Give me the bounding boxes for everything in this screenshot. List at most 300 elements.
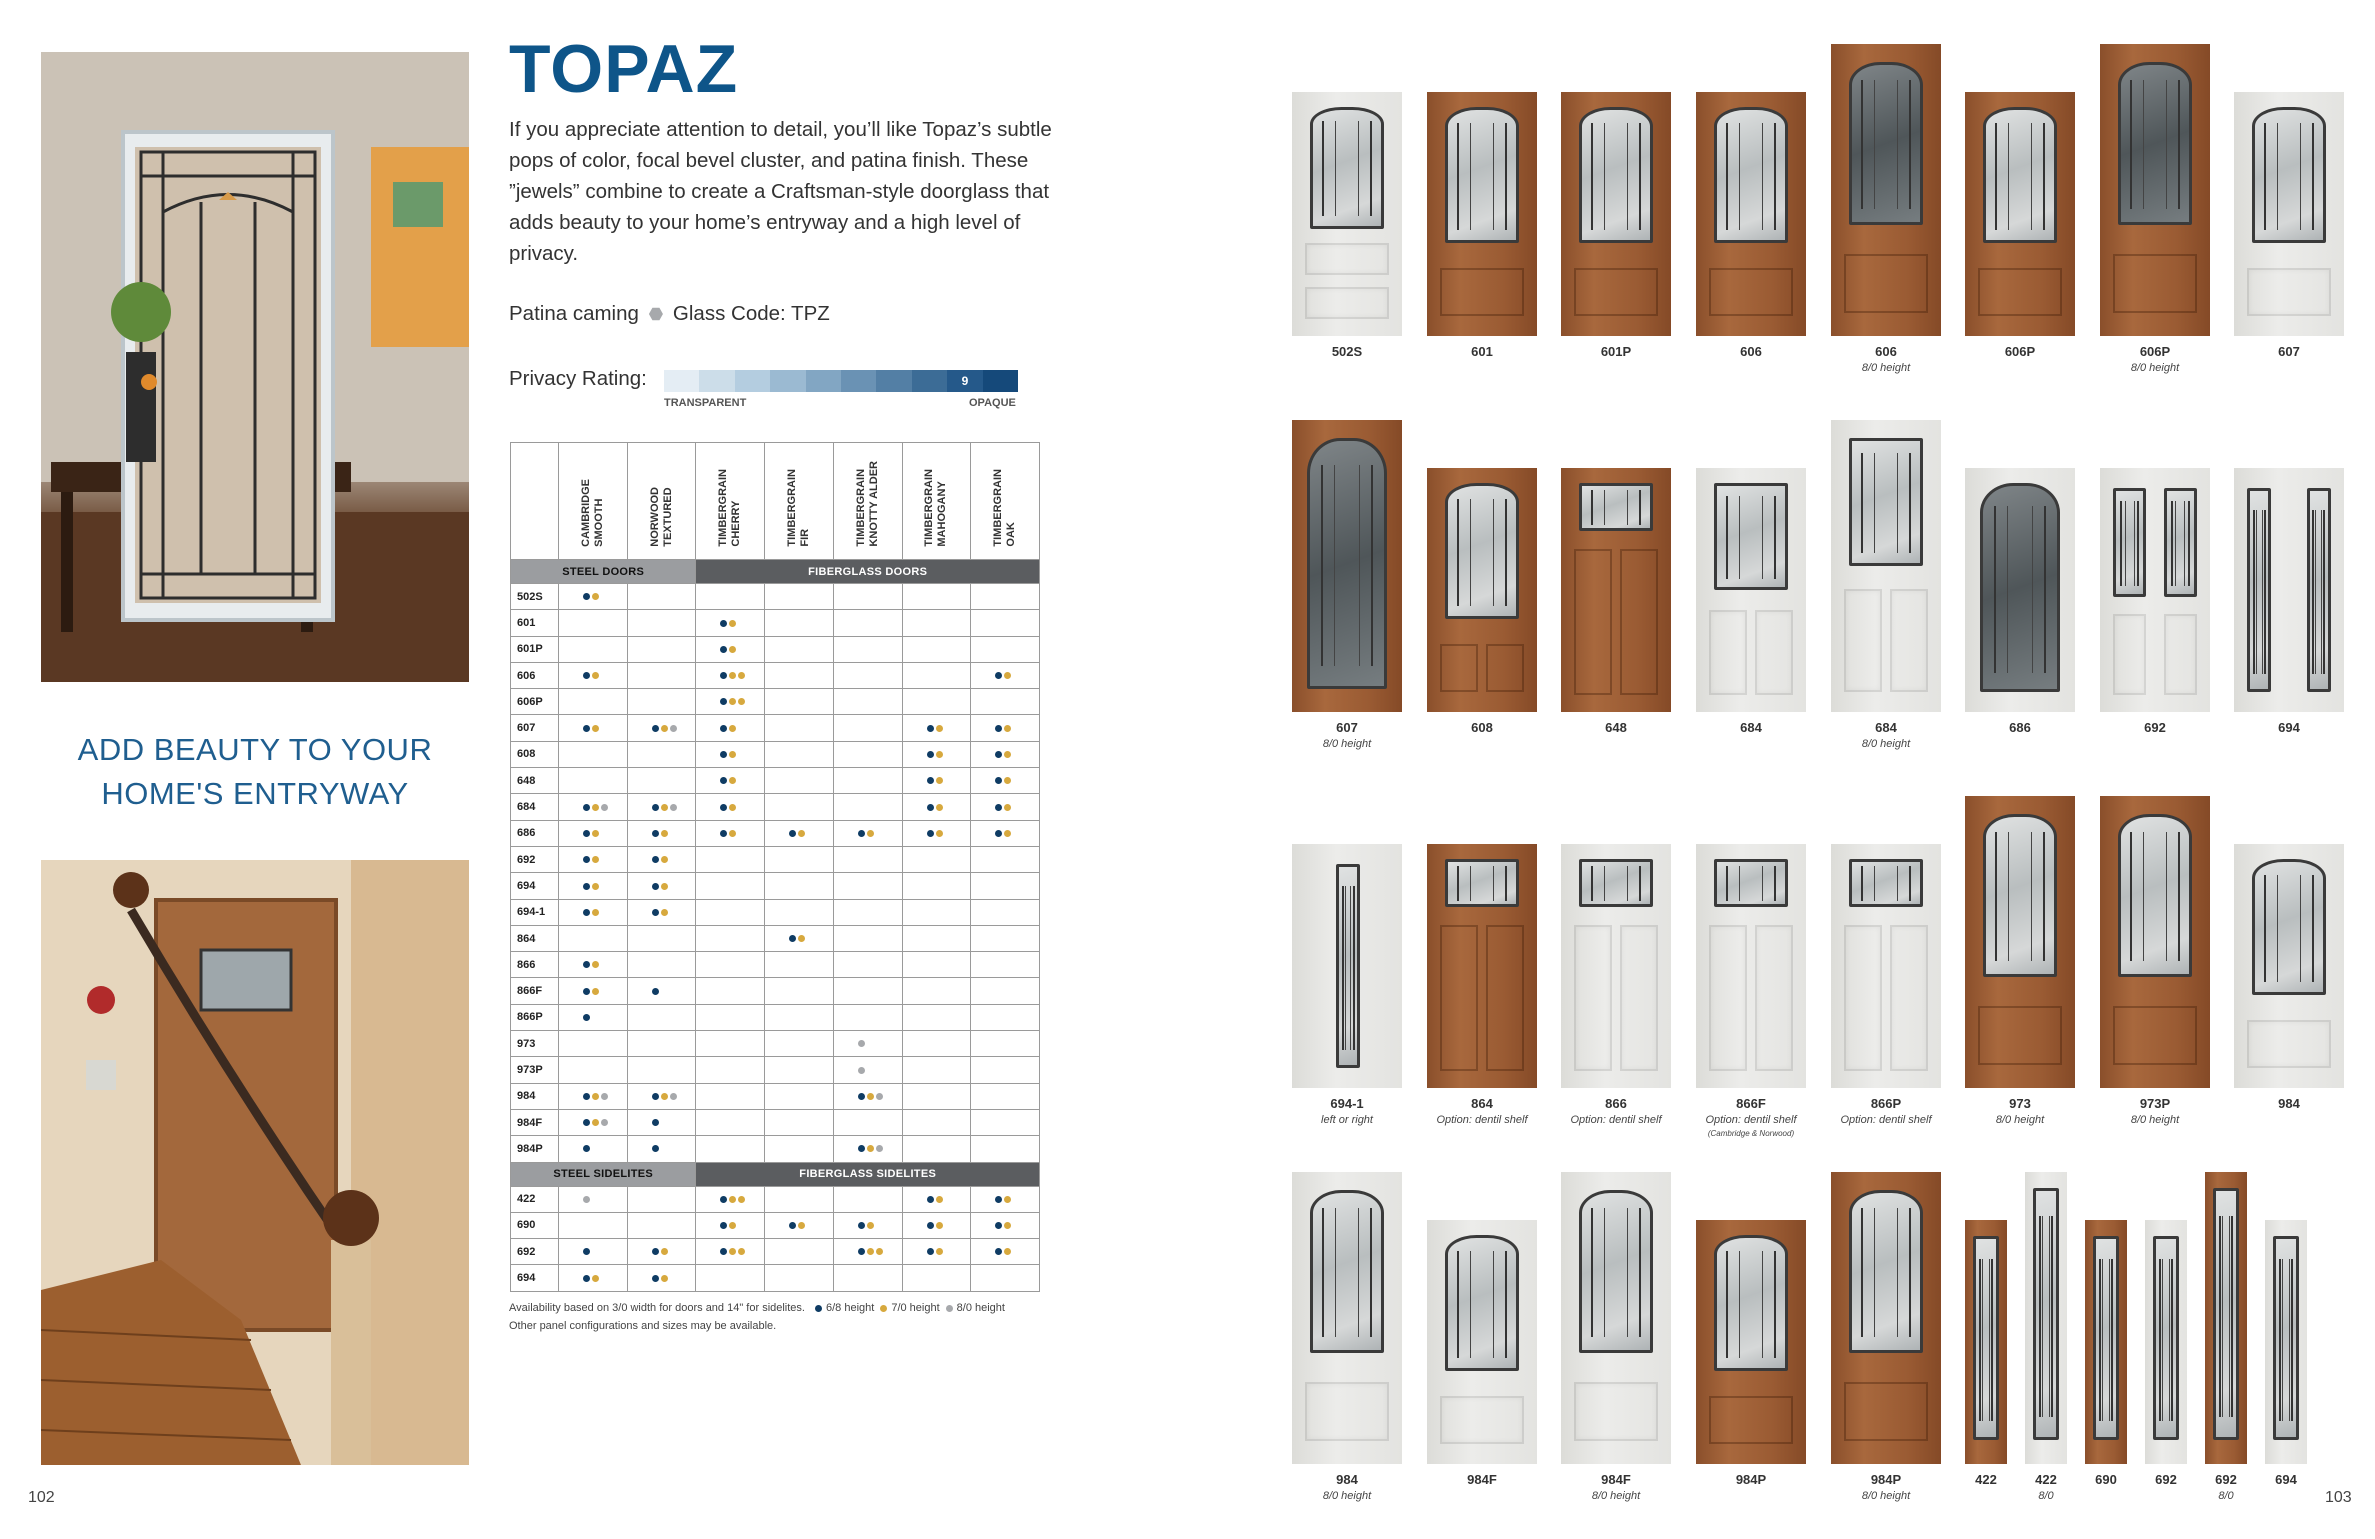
doorglass [1849, 62, 1924, 226]
door-690 [2085, 1220, 2127, 1464]
doorglass [1579, 859, 1654, 908]
door-502s [1292, 92, 1402, 336]
door-panel [1978, 1006, 2062, 1064]
door-panel [1844, 589, 1881, 691]
availability-cell [971, 636, 1040, 662]
doorglass [1336, 864, 1360, 1069]
availability-dot [738, 698, 745, 705]
availability-dot [729, 830, 736, 837]
availability-cell [765, 1083, 834, 1109]
door-note: 8/0 height [1861, 738, 1911, 750]
footnote-other-configs: Other panel configurations and sizes may be available. [509, 1320, 777, 1332]
availability-cell [559, 1186, 628, 1212]
availability-cell [971, 952, 1040, 978]
availability-cell [559, 1239, 628, 1265]
availability-dot [720, 1196, 727, 1203]
availability-cell [559, 978, 628, 1004]
door-606p [2100, 44, 2210, 336]
row-code: 608 [511, 741, 559, 767]
availability-dot [601, 1093, 608, 1100]
availability-dot [936, 804, 943, 811]
availability-cell [627, 1212, 696, 1238]
door-panel [1978, 268, 2062, 317]
legend-dot [946, 1305, 953, 1312]
availability-dot [936, 725, 943, 732]
row-code: 692 [511, 846, 559, 872]
availability-dot [729, 1196, 736, 1203]
availability-dot [1004, 1196, 1011, 1203]
door-panel [2247, 1020, 2331, 1069]
availability-dot [652, 725, 659, 732]
availability-dot [936, 830, 943, 837]
availability-cell [765, 1004, 834, 1030]
page-number-right: 103 [2325, 1489, 2352, 1506]
table-row [511, 899, 1040, 925]
row-code: 606 [511, 662, 559, 688]
door-606 [1831, 44, 1941, 336]
availability-cell [971, 715, 1040, 741]
availability-cell [696, 741, 765, 767]
availability-cell [627, 1057, 696, 1083]
availability-dot [867, 1145, 874, 1152]
availability-cell [971, 1057, 1040, 1083]
table-row [511, 662, 1040, 688]
availability-cell [902, 1136, 971, 1162]
doorglass [1579, 1190, 1654, 1354]
availability-cell [765, 899, 834, 925]
availability-dot [720, 830, 727, 837]
product-description: If you appreciate attention to detail, you’ll like Topaz’s subtle pops of color, focal bevel cluster, and patina finish. These ”jewels” combine to create a Craftsman-style doorglass that adds beauty to your home’s entryway and a high level of privacy. [509, 118, 1052, 265]
column-header-label: TIMBERGRAIN CHERRY [717, 469, 743, 547]
availability-dot [652, 883, 659, 890]
availability-cell [627, 1265, 696, 1291]
availability-dot [876, 1093, 883, 1100]
availability-cell [902, 1004, 971, 1030]
door-648 [1561, 468, 1671, 712]
availability-cell [902, 1057, 971, 1083]
availability-dot [592, 1119, 599, 1126]
availability-dot [661, 1248, 668, 1255]
availability-cell [559, 846, 628, 872]
availability-cell [971, 925, 1040, 951]
availability-cell [971, 1265, 1040, 1291]
availability-cell [902, 1083, 971, 1109]
door-code-label: 984P [1735, 1472, 1767, 1487]
table-row [511, 846, 1040, 872]
doorglass [2118, 62, 2193, 226]
column-header-label: TIMBERGRAIN KNOTTY ALDER [854, 461, 880, 547]
row-code: 601P [511, 636, 559, 662]
privacy-segment [770, 370, 805, 392]
doorglass [2273, 1236, 2299, 1440]
door-panel [2113, 254, 2197, 312]
table-row [511, 741, 1040, 767]
availability-dot [729, 672, 736, 679]
caming-label: Patina caming [509, 302, 639, 325]
door-code-label: 606P [2004, 344, 2036, 359]
door-code-label: 686 [2009, 720, 2031, 735]
hero-photo-doorglass [41, 52, 469, 682]
availability-cell [627, 978, 696, 1004]
doorglass [1849, 438, 1924, 566]
door-code-label: 606 [1740, 344, 1762, 359]
door-panel [1486, 925, 1523, 1071]
door-686 [1965, 468, 2075, 712]
door-panel [1305, 243, 1389, 275]
availability-cell [833, 715, 902, 741]
availability-dot [1004, 804, 1011, 811]
availability-cell [902, 873, 971, 899]
door-422 [2025, 1172, 2067, 1464]
availability-dot [789, 1222, 796, 1229]
availability-cell [833, 846, 902, 872]
row-code: 694 [511, 1265, 559, 1291]
availability-cell [971, 610, 1040, 636]
availability-dot [798, 935, 805, 942]
availability-cell [696, 1004, 765, 1030]
availability-cell [833, 978, 902, 1004]
availability-dot [729, 1248, 736, 1255]
doorglass [1714, 1235, 1789, 1372]
availability-cell [559, 899, 628, 925]
availability-cell [902, 1212, 971, 1238]
footnote-availability [509, 1302, 1005, 1314]
row-code: 973P [511, 1057, 559, 1083]
doorglass [1445, 107, 1520, 244]
availability-cell [833, 610, 902, 636]
door-692 [2100, 468, 2210, 712]
availability-cell [627, 820, 696, 846]
availability-dot [789, 935, 796, 942]
availability-cell [627, 1136, 696, 1162]
availability-dot [936, 751, 943, 758]
column-header [765, 443, 834, 560]
doorglass [1980, 483, 2059, 693]
availability-dot [858, 1040, 865, 1047]
tagline [60, 728, 450, 816]
door-panel [1486, 644, 1523, 693]
availability-dot [661, 909, 668, 916]
door-panel [1440, 644, 1477, 693]
availability-dot [652, 830, 659, 837]
availability-cell [627, 741, 696, 767]
door-panel [1440, 925, 1477, 1071]
column-header-label: CAMBRIDGE SMOOTH [579, 479, 605, 547]
door-code-label: 692 [2144, 720, 2166, 735]
availability-cell [696, 873, 765, 899]
availability-dot [798, 830, 805, 837]
availability-dot [652, 1275, 659, 1282]
availability-cell [765, 715, 834, 741]
group-fiberglass-sidelites: FIBERGLASS SIDELITES [696, 1162, 1040, 1186]
availability-dot [1004, 725, 1011, 732]
door-607 [1292, 420, 1402, 712]
doorglass [1579, 483, 1654, 532]
privacy-segment [983, 370, 1018, 392]
availability-cell [765, 1186, 834, 1212]
availability-cell [559, 952, 628, 978]
privacy-segment [735, 370, 770, 392]
door-684 [1696, 468, 1806, 712]
door-code-label: 608 [1471, 720, 1493, 735]
table-row [511, 952, 1040, 978]
availability-cell [765, 978, 834, 1004]
availability-dot [995, 1196, 1002, 1203]
availability-dot [583, 1014, 590, 1021]
availability-cell [833, 1109, 902, 1135]
door-note: Option: dentil shelf [1705, 1114, 1797, 1126]
door-694 [2234, 468, 2344, 712]
corner-cell [511, 443, 559, 560]
availability-cell [696, 899, 765, 925]
legend-label: 7/0 height [891, 1302, 940, 1314]
availability-cell [627, 1083, 696, 1109]
row-code: 422 [511, 1186, 559, 1212]
table-row [511, 794, 1040, 820]
availability-cell [696, 925, 765, 951]
availability-cell [696, 1212, 765, 1238]
availability-cell [833, 636, 902, 662]
availability-dot [927, 1196, 934, 1203]
door-692 [2145, 1220, 2187, 1464]
availability-cell [833, 1136, 902, 1162]
door-panel [1305, 1382, 1389, 1440]
availability-dot [583, 1196, 590, 1203]
availability-dot [1004, 830, 1011, 837]
door-code-label: 866P [1870, 1096, 1902, 1111]
availability-dot [995, 1222, 1002, 1229]
page-title: TOPAZ [509, 31, 739, 107]
availability-dot [995, 804, 1002, 811]
door-code-label: 984F [1467, 1472, 1497, 1487]
availability-dot [729, 620, 736, 627]
availability-dot [583, 988, 590, 995]
availability-cell [765, 873, 834, 899]
availability-dot [583, 883, 590, 890]
availability-cell [833, 1212, 902, 1238]
availability-dot [583, 856, 590, 863]
door-606p [1965, 92, 2075, 336]
availability-dot [583, 909, 590, 916]
availability-cell [559, 610, 628, 636]
availability-cell [696, 1265, 765, 1291]
column-header-row [511, 443, 1040, 560]
availability-dot [652, 1119, 659, 1126]
table-row [511, 1239, 1040, 1265]
legend-dot [815, 1305, 822, 1312]
availability-cell [765, 925, 834, 951]
legend-item [946, 1302, 1005, 1314]
door-866p [1831, 844, 1941, 1088]
legend-item [815, 1302, 874, 1314]
availability-dot [995, 725, 1002, 732]
door-code-label: 984 [1336, 1472, 1358, 1487]
tagline-line-2: HOME'S ENTRYWAY [101, 776, 409, 811]
column-header-label: TIMBERGRAIN FIR [785, 469, 811, 547]
availability-cell [696, 715, 765, 741]
door-note: 8/0 height [1322, 738, 1372, 750]
availability-dot [670, 1093, 677, 1100]
table-row [511, 873, 1040, 899]
availability-dot [995, 1248, 1002, 1255]
availability-cell [559, 689, 628, 715]
availability-dot [936, 1196, 943, 1203]
availability-dot [867, 830, 874, 837]
availability-cell [833, 662, 902, 688]
row-code: 866F [511, 978, 559, 1004]
door-code-label: 694-1 [1330, 1096, 1364, 1111]
availability-dot [670, 725, 677, 732]
availability-cell [559, 741, 628, 767]
door-code-label: 694 [2278, 720, 2300, 735]
availability-cell [902, 1239, 971, 1265]
availability-cell [833, 925, 902, 951]
availability-dot [995, 777, 1002, 784]
page-number-left: 102 [28, 1489, 55, 1506]
availability-cell [696, 1057, 765, 1083]
availability-dot [738, 1196, 745, 1203]
availability-cell [627, 794, 696, 820]
availability-dot [927, 777, 934, 784]
availability-dot [738, 672, 745, 679]
privacy-segment [699, 370, 734, 392]
availability-cell [971, 1212, 1040, 1238]
doorglass [1445, 483, 1520, 620]
row-code: 864 [511, 925, 559, 951]
availability-cell [833, 1265, 902, 1291]
availability-cell [765, 846, 834, 872]
availability-cell [765, 1109, 834, 1135]
column-header-label: NORWOOD TEXTURED [648, 487, 674, 547]
door-code-label: 984 [2278, 1096, 2300, 1111]
availability-dot [720, 777, 727, 784]
door-note: 8/0 height [1861, 362, 1911, 374]
availability-dot [995, 751, 1002, 758]
availability-dot [729, 725, 736, 732]
door-code-label: 866 [1605, 1096, 1627, 1111]
availability-cell [696, 952, 765, 978]
availability-cell [696, 610, 765, 636]
table-row [511, 1212, 1040, 1238]
availability-cell [696, 636, 765, 662]
availability-dot [661, 830, 668, 837]
table-row [511, 978, 1040, 1004]
availability-cell [627, 689, 696, 715]
availability-dot [927, 751, 934, 758]
availability-dot [720, 751, 727, 758]
availability-cell [833, 1186, 902, 1212]
availability-cell [902, 952, 971, 978]
column-header [696, 443, 765, 560]
glass-code: Glass Code: TPZ [672, 302, 830, 325]
privacy-high-label: OPAQUE [969, 397, 1016, 409]
door-607 [2234, 92, 2344, 336]
availability-cell [559, 1136, 628, 1162]
availability-cell [559, 820, 628, 846]
availability-cell [696, 1109, 765, 1135]
availability-cell [627, 584, 696, 610]
availability-cell [559, 1109, 628, 1135]
row-code: 601 [511, 610, 559, 636]
availability-cell [833, 584, 902, 610]
availability-cell [559, 715, 628, 741]
availability-dot [652, 1248, 659, 1255]
availability-cell [559, 662, 628, 688]
doorglass [1307, 438, 1386, 689]
availability-cell [696, 1031, 765, 1057]
doorglass [2153, 1236, 2179, 1440]
availability-dot [720, 698, 727, 705]
privacy-rating-scale [664, 370, 1018, 392]
door-panel [1755, 610, 1792, 695]
doorglass [2252, 859, 2327, 996]
availability-cell [559, 794, 628, 820]
row-code: 606P [511, 689, 559, 715]
door-code-label: 684 [1740, 720, 1762, 735]
availability-dot [927, 1248, 934, 1255]
door-code-label: 984F [1601, 1472, 1631, 1487]
column-header-label: TIMBERGRAIN OAK [992, 469, 1018, 547]
door-code-label: 692 [2215, 1472, 2237, 1487]
door-864 [1427, 844, 1537, 1088]
availability-dot [583, 593, 590, 600]
availability-dot [661, 1093, 668, 1100]
availability-cell [627, 952, 696, 978]
door-panel [1574, 268, 1658, 317]
door-692 [2205, 1172, 2247, 1464]
doorglass [2164, 488, 2197, 598]
doorglass [1983, 814, 2058, 978]
door-984p [1831, 1172, 1941, 1464]
availability-dot [995, 672, 1002, 679]
availability-cell [971, 1186, 1040, 1212]
privacy-segment [912, 370, 947, 392]
availability-dot [858, 830, 865, 837]
doorglass [2307, 488, 2331, 693]
availability-cell [627, 1109, 696, 1135]
door-973 [1965, 796, 2075, 1088]
door-984p [1696, 1220, 1806, 1464]
availability-cell [902, 1109, 971, 1135]
door-code-label: 601 [1471, 344, 1493, 359]
availability-cell [971, 1031, 1040, 1057]
availability-cell [902, 978, 971, 1004]
availability-dot [1004, 1222, 1011, 1229]
availability-dot [592, 909, 599, 916]
availability-cell [833, 820, 902, 846]
availability-dot [858, 1222, 865, 1229]
row-code: 502S [511, 584, 559, 610]
availability-dot [661, 804, 668, 811]
availability-cell [765, 794, 834, 820]
door-866f [1696, 844, 1806, 1088]
availability-cell [902, 820, 971, 846]
doorglass [2093, 1236, 2119, 1440]
door-984 [1292, 1172, 1402, 1464]
door-code-label: 606P [2139, 344, 2171, 359]
availability-cell [902, 662, 971, 688]
doorglass [1445, 859, 1520, 908]
availability-cell [765, 689, 834, 715]
door-panel [1620, 549, 1657, 695]
availability-dot [936, 1248, 943, 1255]
row-code: 694-1 [511, 899, 559, 925]
availability-dot [652, 1145, 659, 1152]
availability-dot [876, 1145, 883, 1152]
availability-dot [592, 725, 599, 732]
table-row [511, 610, 1040, 636]
availability-dot [720, 1222, 727, 1229]
